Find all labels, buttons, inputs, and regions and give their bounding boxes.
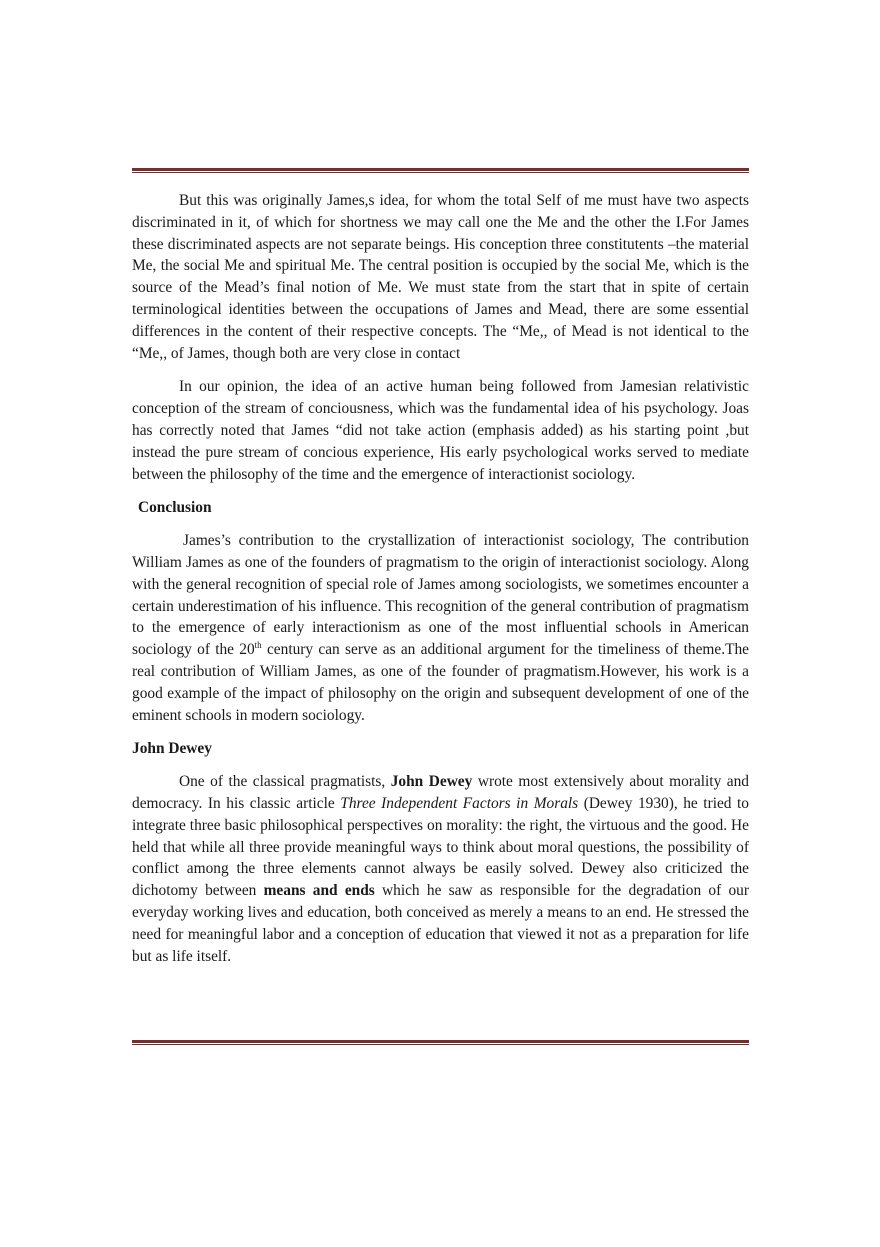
article-title-italic: Three Independent Factors in Morals <box>340 794 579 812</box>
paragraph-james-self: But this was originally James,s idea, for whom the total Self of me must have two aspects discriminated in it, of which for shortness we may call one the Me and the other the I.For James these discriminated aspects are not separate beings. His conception three constitutents –the material Me, the social Me and spiritual Me. The central position is occupied by the social Me, which is the source of the Mead’s final notion of Me. We must state from the start that in spite of certain terminological identities between the occupations of James and Mead, there are some essential differences in the content of their respective concepts. The “Me,, of Mead is not identical to the “Me,, of James, though both are very close in contact <box>132 192 749 362</box>
document-page <box>132 0 749 1247</box>
body-text <box>132 190 749 967</box>
bottom-divider-rule <box>132 1040 749 1045</box>
heading-conclusion: Conclusion <box>138 499 212 517</box>
ordinal-superscript: th <box>254 640 262 651</box>
dewey-text-part-1: One of the classical pragmatists, <box>179 773 391 791</box>
paragraph-conclusion <box>132 530 749 726</box>
paragraph-dewey <box>132 771 749 967</box>
top-divider-rule <box>132 168 749 173</box>
dewey-text-part-4: which he saw as responsible for the degradation of our everyday working lives and education, both conceived as merely a means to an end. He stressed the need for meaningful labor and a conception of education that viewed it not as a preparation for life but as life itself. <box>132 882 749 965</box>
conclusion-text-part-2: century can serve as an additional argument for the timeliness of theme.The real contribution of William James, as one of the founder of pragmatism.However, his work is a good example of the impact of philosophy on the origin and subsequent development of one of the eminent schools in modern sociology. <box>132 641 749 724</box>
dewey-text-part-3: (Dewey 1930), he tried to integrate three basic philosophical perspectives on morality: the right, the virtuous and the good. He held that while all three provide meaningful ways to think about moral questions, the possibility of conflict among the three elements cannot always be easily solved. Dewey also criticized the dichotomy between <box>132 794 749 900</box>
conclusion-text-part-1: James’s contribution to the crystallization of interactionist sociology, The contribution William James as one of the founders of pragmatism to the origin of interactionist sociology. Along with the general recognition of special role of James among sociologists, we sometimes encounter a certain underestimation of his influence. This recognition of the general contribution of pragmatism to the emergence of early interactionism as one of the most influential schools in American sociology of the 20 <box>132 532 749 659</box>
means-and-ends-bold: means and ends <box>263 882 375 900</box>
dewey-name-bold: John Dewey <box>390 773 473 791</box>
paragraph-active-human-being: In our opinion, the idea of an active human being followed from Jamesian relativistic conception of the stream of conciousness, which was the fundamental idea of his psychology. Joas has correctly noted that James “did not take action (emphasis added) as his starting point ,but instead the pure stream of concious experience, His early psychological works served to mediate between the philosophy of the time and the emergence of interactionist sociology. <box>132 378 749 483</box>
dewey-text-part-2: wrote most extensively about morality and democracy. In his classic article <box>132 773 750 812</box>
heading-john-dewey: John Dewey <box>132 740 212 758</box>
